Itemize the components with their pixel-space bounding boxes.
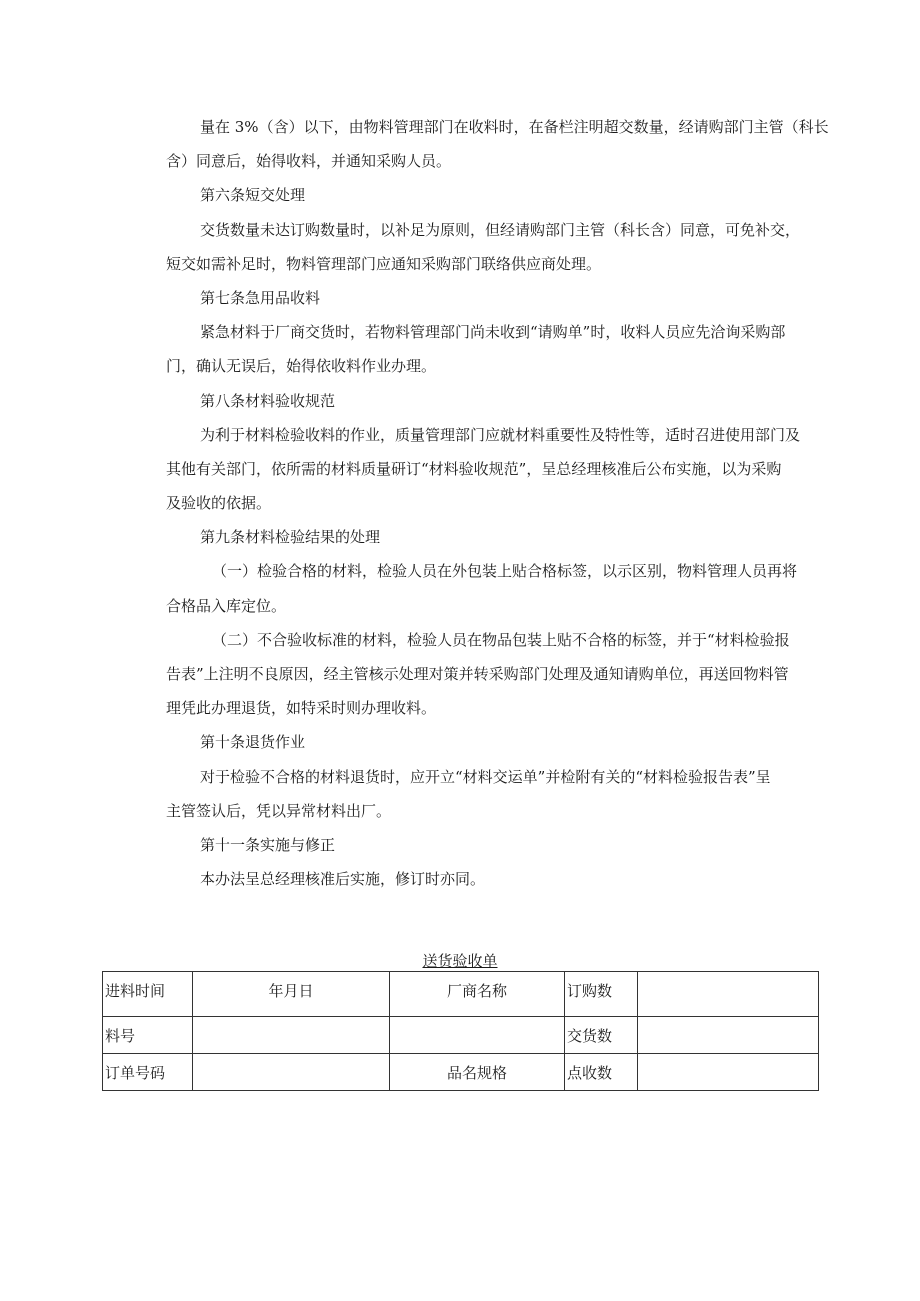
table-cell-value — [638, 1054, 819, 1091]
table-cell-label: 厂商名称 — [390, 972, 565, 1017]
table-cell-label: 订购数 — [565, 972, 638, 1017]
table-cell-value — [390, 1017, 565, 1054]
paragraph-line: 短交如需补足时，物料管理部门应通知采购部门联络供应商处理。 — [166, 254, 602, 273]
section-heading: 第八条材料验收规范 — [200, 391, 336, 410]
sub-item-line: （一）检验合格的材料，检验人员在外包装上贴合格标签，以示区别，物料管理人员再将 — [212, 562, 798, 581]
table-row — [103, 972, 819, 1017]
table-row — [103, 1054, 819, 1091]
table-cell-label: 进料时间 — [103, 972, 193, 1017]
sub-item-line: 合格品入库定位。 — [166, 596, 287, 615]
paragraph-line: 其他有关部门，依所需的材料质量研订“材料验收规范”，呈总经理核准后公布实施，以为采购 — [166, 459, 782, 478]
paragraph-line: 主管签认后，凭以异常材料出厂。 — [166, 801, 392, 820]
table-cell-value: 年月日 — [193, 972, 390, 1017]
paragraph-line: 为利于材料检验收料的作业，质量管理部门应就材料重要性及特性等，适时召进使用部门及 — [200, 425, 801, 444]
section-heading: 第十一条实施与修正 — [200, 835, 336, 854]
delivery-receipt-table — [102, 971, 819, 1091]
paragraph-line: 交货数量未达订购数量时，以补足为原则，但经请购部门主管（科长含）同意，可免补交， — [200, 220, 801, 239]
paragraph-line: 紧急材料于厂商交货时，若物料管理部门尚未收到“请购单”时，收料人员应先洽询采购部 — [200, 323, 786, 342]
document-body — [166, 110, 829, 896]
paragraph-line: 及验收的依据。 — [166, 494, 272, 513]
section-heading: 第六条短交处理 — [200, 186, 306, 205]
table-cell-label: 订单号码 — [103, 1054, 193, 1091]
sub-item-line: 告表”上注明不良原因，经主管核示处理对策并转采购部门处理及通知请购单位，再送回物料管 — [166, 665, 789, 683]
section-heading: 第十条退货作业 — [200, 733, 306, 752]
paragraph-line: 本办法呈总经理核准后实施，修订时亦同。 — [200, 870, 486, 889]
section-heading: 第七条急用品收料 — [200, 288, 321, 307]
sub-item-line: （二）不合验收标准的材料，检验人员在物品包装上贴不合格的标签，并于“材料检验报 — [212, 630, 790, 649]
table-cell-value — [193, 1054, 390, 1091]
table-title: 送货验收单 — [422, 952, 498, 970]
table-cell-label: 品名规格 — [390, 1054, 565, 1091]
table-cell-label: 料号 — [103, 1017, 193, 1054]
table-cell-value — [638, 972, 819, 1017]
table-cell-label: 交货数 — [565, 1017, 638, 1054]
paragraph-line: 量在 3%（含）以下，由物料管理部门在收料时，在备栏注明超交数量，经请购部门主管（科长 — [200, 118, 829, 136]
section-heading: 第九条材料检验结果的处理 — [200, 528, 381, 547]
paragraph-line: 门，确认无误后，始得依收料作业办理。 — [166, 357, 437, 376]
table-row — [103, 1017, 819, 1054]
table-cell-value — [193, 1017, 390, 1054]
table-cell-label: 点收数 — [565, 1054, 638, 1091]
table-cell-value — [638, 1017, 819, 1054]
sub-item-line: 理凭此办理退货，如特采时则办理收料。 — [166, 699, 437, 718]
paragraph-line: 含）同意后，始得收料，并通知采购人员。 — [166, 152, 452, 171]
paragraph-line: 对于检验不合格的材料退货时，应开立“材料交运单”并检附有关的“材料检验报告表”呈 — [200, 767, 771, 786]
